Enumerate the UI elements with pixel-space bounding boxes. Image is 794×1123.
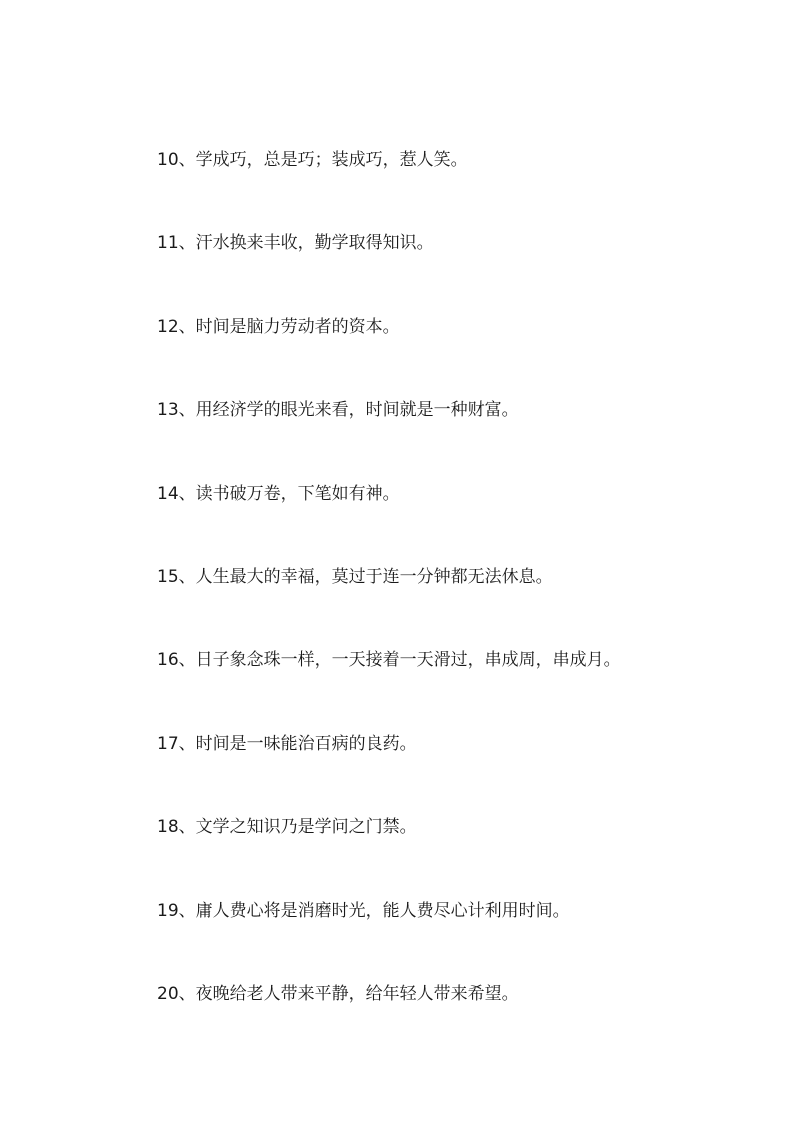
quote-item-15: 15、人生最大的幸福，莫过于连一分钟都无法休息。 <box>157 566 553 587</box>
quote-item-12: 12、时间是脑力劳动者的资本。 <box>157 316 400 337</box>
quote-item-13: 13、用经济学的眼光来看，时间就是一种财富。 <box>157 400 519 421</box>
quote-item-16: 16、日子象念珠一样，一天接着一天滑过，串成周，串成月。 <box>157 650 621 671</box>
quote-item-19: 19、庸人费心将是消磨时光，能人费尽心计利用时间。 <box>157 900 570 921</box>
quote-item-14: 14、读书破万卷，下笔如有神。 <box>157 483 400 504</box>
quote-item-11: 11、汗水换来丰收，勤学取得知识。 <box>157 233 434 254</box>
quote-item-18: 18、文学之知识乃是学问之门禁。 <box>157 817 417 838</box>
quote-item-20: 20、夜晚给老人带来平静，给年轻人带来希望。 <box>157 983 519 1004</box>
quote-item-17: 17、时间是一味能治百病的良药。 <box>157 733 417 754</box>
quote-list <box>157 146 757 1063</box>
quote-item-10: 10、学成巧，总是巧；装成巧，惹人笑。 <box>157 150 468 170</box>
